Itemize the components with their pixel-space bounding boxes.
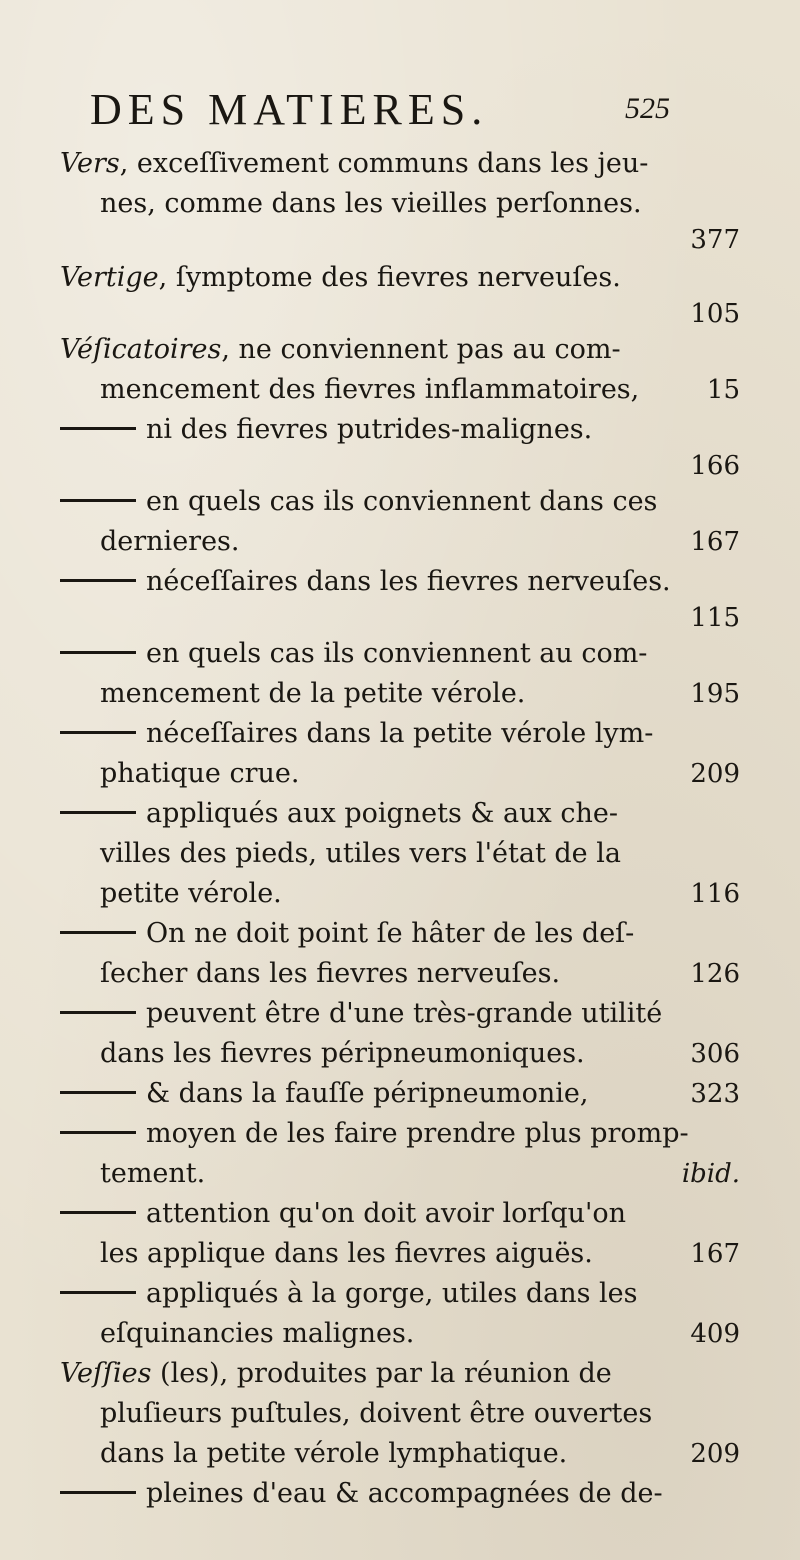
entry-text: appliqués à la gorge, utiles dans les	[146, 1278, 638, 1309]
entry-page-ref: 377	[690, 225, 740, 255]
entry-text: ni des fievres putrides-malignes.	[146, 414, 593, 445]
entry-text: villes des pieds, utiles vers l'état de la	[100, 838, 621, 869]
entry-text: nes, comme dans les vieilles perſonnes.	[100, 188, 642, 219]
entry-text: dans la petite vérole lymphatique.	[100, 1438, 568, 1469]
index-subentry	[60, 794, 740, 914]
entry-text: dans les fievres péripneumoniques.	[100, 1038, 585, 1069]
headword: Véſicatoires	[60, 334, 222, 365]
entry-page-ref: 195	[690, 679, 740, 709]
index-entry-vers	[60, 144, 740, 256]
index-entry-vessies	[60, 1354, 740, 1474]
entry-text: néceſſaires dans la petite vérole lym-	[146, 718, 654, 749]
entry-text: les applique dans les fievres aiguës.	[100, 1238, 593, 1269]
entry-page-ref: 409	[690, 1319, 740, 1349]
entry-text: tement.	[100, 1158, 206, 1189]
repeat-dash	[60, 1091, 136, 1094]
headword: Veſſies	[60, 1358, 152, 1389]
entry-text: , exceſſivement communs dans les jeu-	[119, 148, 649, 179]
entry-text: ſecher dans les fievres nerveuſes.	[100, 958, 561, 989]
entry-text: phatique crue.	[100, 758, 300, 789]
entry-text: en quels cas ils conviennent dans ces	[146, 486, 658, 517]
index-subentry	[60, 914, 740, 994]
entry-page-ref: 167	[690, 527, 740, 557]
repeat-dash	[60, 1211, 136, 1214]
index-entry-vesicatoires	[60, 330, 740, 410]
headword: Vers	[60, 148, 120, 179]
index-subentry	[60, 562, 740, 634]
index-subentry	[60, 1074, 740, 1114]
repeat-dash	[60, 1491, 136, 1494]
repeat-dash	[60, 811, 136, 814]
index-subentry	[60, 482, 740, 562]
entry-text: pluſieurs puſtules, doivent être ouvertes	[100, 1398, 653, 1429]
entry-text: , ſymptome des fievres nerveuſes.	[158, 262, 621, 293]
entry-text: appliqués aux poignets & aux che-	[146, 798, 618, 829]
entry-text: (les), produites par la réunion de	[151, 1358, 612, 1389]
index-subentry	[60, 634, 740, 714]
repeat-dash	[60, 579, 136, 582]
entry-page-ref: 105	[690, 299, 740, 329]
index-subentry	[60, 1474, 740, 1514]
repeat-dash	[60, 427, 136, 430]
index-subentry	[60, 1114, 740, 1194]
repeat-dash	[60, 931, 136, 934]
entry-page-ref: 115	[690, 603, 740, 633]
entry-text: moyen de les faire prendre plus promp-	[146, 1118, 689, 1149]
index-subentry	[60, 1194, 740, 1274]
entry-page-ref: 306	[690, 1039, 740, 1069]
entry-page-ref: 166	[690, 451, 740, 481]
entry-page-ref: 323	[690, 1079, 740, 1109]
entry-text: dernieres.	[100, 526, 240, 557]
entry-text: On ne doit point ſe hâter de les deſ-	[146, 918, 635, 949]
index-subentry	[60, 1274, 740, 1354]
entry-page-ref: 209	[690, 1439, 740, 1469]
repeat-dash	[60, 1291, 136, 1294]
running-title: DES MATIERES.	[90, 85, 489, 134]
repeat-dash	[60, 731, 136, 734]
entry-page-ref: 126	[690, 959, 740, 989]
index-entry-vertige	[60, 258, 740, 330]
entry-text: pleines d'eau & accompagnées de de-	[146, 1478, 663, 1509]
repeat-dash	[60, 1131, 136, 1134]
entry-text: & dans la fauſſe péripneumonie,	[146, 1078, 589, 1109]
index-subentry	[60, 994, 740, 1074]
entry-text: néceſſaires dans les fievres nerveuſes.	[146, 566, 671, 597]
entry-page-ref: 116	[690, 879, 740, 909]
entry-page-ref: ibid.	[681, 1159, 740, 1189]
entry-text: mencement des fievres inflammatoires,	[100, 374, 640, 405]
headword: Vertige	[60, 262, 159, 293]
entry-text: peuvent être d'une très-grande utilité	[146, 998, 663, 1029]
entry-page-ref: 15	[706, 375, 740, 405]
entry-text: eſquinancies malignes.	[100, 1318, 415, 1349]
entry-text: mencement de la petite vérole.	[100, 678, 526, 709]
index-subentry	[60, 410, 740, 482]
entry-text: en quels cas ils conviennent au com-	[146, 638, 648, 669]
repeat-dash	[60, 651, 136, 654]
page-number: 525	[625, 92, 670, 125]
index-subentry	[60, 714, 740, 794]
entry-page-ref: 167	[690, 1239, 740, 1269]
repeat-dash	[60, 499, 136, 502]
entry-page-ref: 209	[690, 759, 740, 789]
entry-text: petite vérole.	[100, 878, 282, 909]
entry-text: attention qu'on doit avoir lorſqu'on	[146, 1198, 627, 1229]
entry-text: , ne conviennent pas au com-	[221, 334, 621, 365]
repeat-dash	[60, 1011, 136, 1014]
